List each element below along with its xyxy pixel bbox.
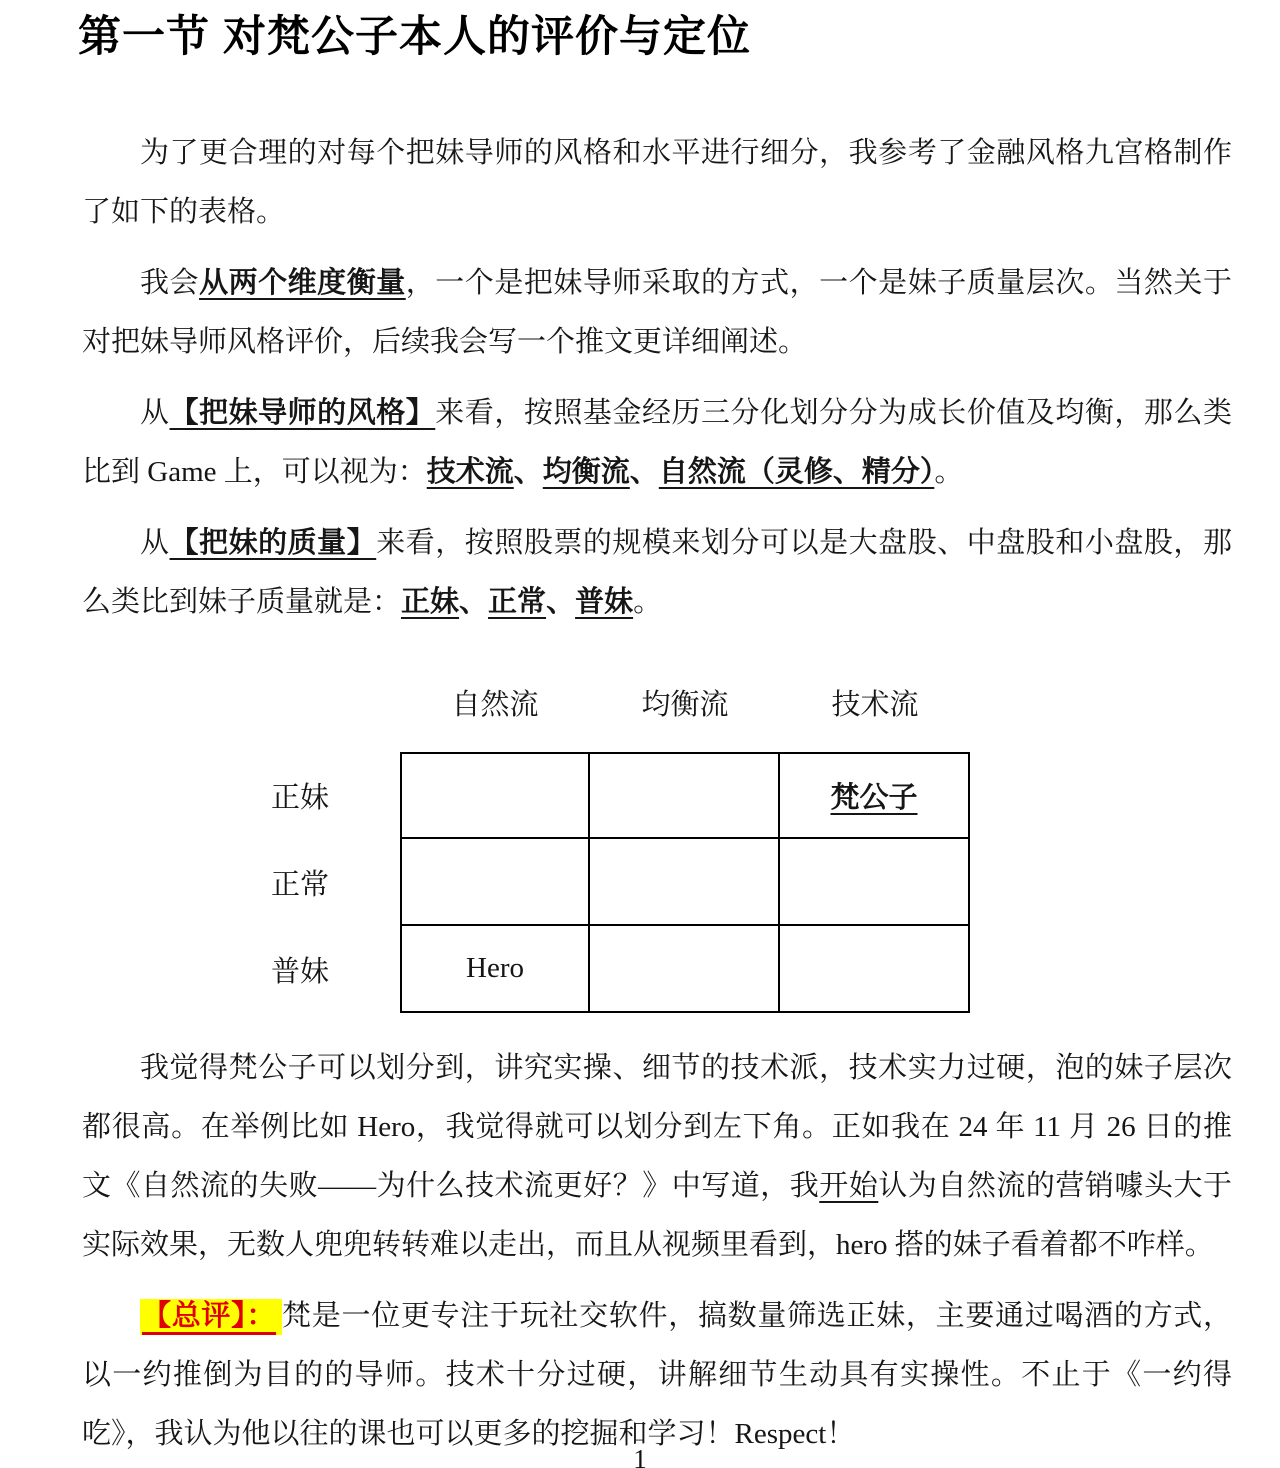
matrix-cell-fan-gongzi: 梵公子 <box>780 752 970 839</box>
matrix-row-header: 正妹 <box>270 782 329 814</box>
paragraph-mentor-style <box>82 384 1232 502</box>
text-segment: 、 <box>629 456 659 488</box>
text-segment: 自然流（灵修、精分） <box>658 456 935 488</box>
text-segment: 我会 <box>140 267 200 299</box>
paragraph-analysis <box>82 1039 1232 1275</box>
page-title: 第一节 对梵公子本人的评价与定位 <box>78 13 751 61</box>
text-segment: 为了更合理的对每个把妹导师的风格和水平进行细分，我参考了金融风格九宫格制作了如下的表格。 <box>82 137 1232 228</box>
style-quality-matrix <box>200 676 972 1013</box>
matrix-cell-hero: Hero <box>400 926 590 1013</box>
matrix-row-header: 正常 <box>270 869 329 901</box>
text-segment: 。 <box>633 586 663 618</box>
matrix-cell <box>590 839 780 926</box>
text-segment: 来看，按照基金经历三分化划分分为成长价值及均衡，那么类比到 Game 上，可以视为： <box>82 397 1232 488</box>
matrix-corner-spacer <box>200 676 400 752</box>
matrix-cell <box>400 752 590 839</box>
text-segment: 【把妹的质量】 <box>169 527 377 559</box>
matrix-row-plain-girls <box>200 926 972 1013</box>
matrix-col-header-natural: 自然流 <box>451 689 539 721</box>
paragraph-summary <box>82 1287 1232 1464</box>
text-segment: ，一个是把妹导师采取的方式，一个是妹子质量层次。当然关于对把妹导师风格评价，后续我会写一个推文更详细阐述。 <box>82 267 1232 358</box>
page-number: 1 <box>633 1444 647 1468</box>
text-segment: 来看，按照股票的规模来划分可以是大盘股、中盘股和小盘股，那么类比到妹子质量就是： <box>82 527 1232 618</box>
text-segment: 均衡流 <box>542 456 630 488</box>
text-segment: 梵是一位更专注于玩社交软件，搞数量筛选正妹，主要通过喝酒的方式，以一约推倒为目的的导师。技术十分过硬，讲解细节生动具有实操性。不止于《一约得吃》，我认为他以往的课也可以更多的挖掘和学习！Respect！ <box>82 1300 1232 1450</box>
matrix-row-top-girls <box>200 752 972 839</box>
matrix-cell <box>590 926 780 1013</box>
text-segment: 从两个维度衡量 <box>199 267 406 299</box>
text-segment: 。 <box>934 456 964 488</box>
matrix-col-header-balanced: 均衡流 <box>641 689 729 721</box>
text-segment: 【把妹导师的风格】 <box>169 397 436 429</box>
text-segment: 认为自然流的营销噱头大于实际效果，无数人兜兜转转难以走出，而且从视频里看到，hero 搭的妹子看着都不咋样。 <box>82 1170 1232 1261</box>
text-segment: 正妹 <box>401 586 460 618</box>
text-segment: 我觉得梵公子可以划分到，讲究实操、细节的技术派，技术实力过硬，泡的妹子层次都很高。在举例比如 Hero，我觉得就可以划分到左下角。正如我在 24 年 11 月 26 日的推文《自然流的失败——为什么技术流更好？》中写道，我 <box>82 1052 1232 1202</box>
text-segment: 正常 <box>488 586 547 618</box>
text-segment: 从 <box>140 527 170 559</box>
matrix-row-header: 普妹 <box>270 956 329 988</box>
text-segment: 技术流 <box>426 456 514 488</box>
document-content <box>0 10 1280 1464</box>
text-segment: 、 <box>513 456 543 488</box>
text-segment: 开始 <box>819 1170 879 1202</box>
text-segment: 、 <box>459 586 489 618</box>
matrix-cell <box>590 752 780 839</box>
paragraph-girl-quality <box>82 514 1232 632</box>
text-segment: 从 <box>140 397 170 429</box>
text-segment: 【总评】： <box>140 1299 282 1335</box>
matrix-cell <box>400 839 590 926</box>
matrix-row-normal-girls <box>200 839 972 926</box>
paragraph-intro <box>82 124 1232 242</box>
text-segment: 普妹 <box>575 586 634 618</box>
matrix-header-row <box>200 676 972 752</box>
matrix-cell <box>780 926 970 1013</box>
matrix-col-header-technical: 技术流 <box>831 689 919 721</box>
matrix-cell <box>780 839 970 926</box>
text-segment: 、 <box>546 586 576 618</box>
paragraph-dimensions <box>82 254 1232 372</box>
